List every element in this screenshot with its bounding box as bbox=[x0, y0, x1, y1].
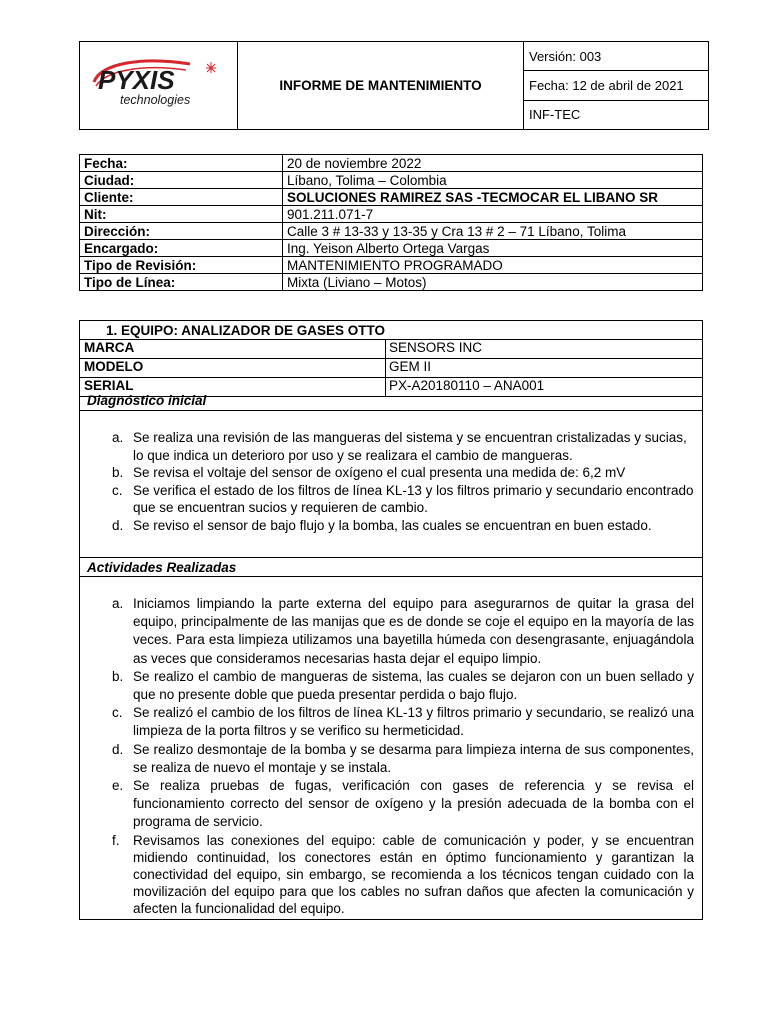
diagnostic-heading: Diagnóstico inicial bbox=[80, 393, 702, 411]
pyxis-logo bbox=[80, 42, 237, 124]
info-value: Calle 3 # 13-33 y 13-35 y Cra 13 # 2 – 71 Líbano, Tolima bbox=[283, 223, 703, 240]
list-item: c. Se verifica el estado de los filtros de línea KL-13 y los filtros primario y secundario encontrado que se encuentran sucios y requieren de cambio. bbox=[112, 482, 694, 516]
info-table bbox=[79, 154, 703, 291]
logo-subtext: technologies bbox=[120, 93, 191, 107]
equipment-title-row bbox=[80, 321, 702, 340]
info-row bbox=[80, 240, 703, 257]
activities-heading: Actividades Realizadas bbox=[80, 557, 702, 577]
document-header bbox=[79, 41, 709, 130]
info-value: Ing. Yeison Alberto Ortega Vargas bbox=[283, 240, 703, 257]
date-cell: Fecha: 12 de abril de 2021 bbox=[524, 71, 709, 100]
info-label: Cliente: bbox=[80, 189, 283, 206]
equipment-row-marca bbox=[80, 340, 702, 359]
list-item: b. Se revisa el voltaje del sensor de oxígeno el cual presenta una medida de: 6,2 mV bbox=[112, 465, 626, 481]
list-item: b. Se realizo el cambio de mangueras de sistema, las cuales se dejaron con un buen sellado y que no presente doble que pueda presentar perdida o bajo flujo. bbox=[112, 668, 694, 703]
logo-cell bbox=[80, 42, 238, 130]
equipment-label: MARCA bbox=[84, 340, 135, 355]
info-row bbox=[80, 206, 703, 223]
info-value: Líbano, Tolima – Colombia bbox=[283, 172, 703, 189]
info-label: Ciudad: bbox=[80, 172, 283, 189]
info-label: Dirección: bbox=[80, 223, 283, 240]
info-label: Nit: bbox=[80, 206, 283, 223]
info-value: MANTENIMIENTO PROGRAMADO bbox=[283, 257, 703, 274]
equipment-value: SENSORS INC bbox=[389, 340, 483, 355]
info-row bbox=[80, 257, 703, 274]
equipment-label: MODELO bbox=[84, 359, 144, 374]
code-cell: INF-TEC bbox=[524, 100, 709, 129]
info-row bbox=[80, 223, 703, 240]
info-value: SOLUCIONES RAMIREZ SAS -TECMOCAR EL LIBANO SR bbox=[283, 189, 703, 206]
version-cell: Versión: 003 bbox=[524, 42, 709, 71]
equipment-label: SERIAL bbox=[84, 378, 134, 393]
spark-icon bbox=[206, 62, 216, 73]
list-item: f. Revisamos las conexiones del equipo: cable de comunicación y poder, y se encuentran midiendo continuidad, los conectores están en óptimo funcionamiento y garantizan la conectividad del equipo, sin embargo, se recomienda a los técnicos tengan cuidado con la movilización del equipo para que los cables no sufran daños que afecten la comunicación y afecten la funcionalidad del equipo. bbox=[112, 832, 694, 916]
equipment-value: PX-A20180110 – ANA001 bbox=[389, 378, 545, 393]
info-value: Mixta (Liviano – Motos) bbox=[283, 274, 703, 291]
info-value: 20 de noviembre 2022 bbox=[283, 155, 703, 172]
info-row bbox=[80, 189, 703, 206]
list-item: d. Se reviso el sensor de bajo flujo y la bomba, las cuales se encuentran en buen estado. bbox=[112, 517, 652, 533]
info-row bbox=[80, 155, 703, 172]
info-label: Tipo de Revisión: bbox=[80, 257, 283, 274]
list-item: a. Se realiza una revisión de las mangueras del sistema y se encuentran cristalizadas y sucias, lo que indica un deterioro por uso y se realizara el cambio de mangueras. bbox=[112, 430, 687, 463]
info-row bbox=[80, 172, 703, 189]
list-item: c. Se realizó el cambio de los filtros de línea KL-13 y filtros primario y secundario, se realizó una limpieza de la porta filtros y se verifico su hermeticidad. bbox=[112, 705, 694, 739]
list-item: e. Se realiza pruebas de fugas, verificación con gases de referencia y se revisa el funcionamiento correcto del sensor de oxígeno y la presión adecuada de la bomba con el programa de servicio. bbox=[112, 778, 694, 830]
equipment-title: 1. EQUIPO: ANALIZADOR DE GASES OTTO bbox=[106, 323, 386, 338]
document-title: INFORME DE MANTENIMIENTO bbox=[238, 42, 524, 130]
info-label: Encargado: bbox=[80, 240, 283, 257]
info-row bbox=[80, 274, 703, 291]
info-label: Tipo de Línea: bbox=[80, 274, 283, 291]
activities-list bbox=[80, 595, 702, 917]
list-item: d. Se realizo desmontaje de la bomba y se desarma para limpieza interna de sus componentes, se realiza de nuevo el montaje y se instala. bbox=[112, 741, 694, 775]
equipment-section bbox=[79, 320, 703, 920]
info-value: 901.211.071-7 bbox=[283, 206, 703, 223]
equipment-row-modelo bbox=[80, 359, 702, 378]
diagnostic-list bbox=[80, 429, 702, 535]
list-item: a. Iniciamos limpiando la parte externa del equipo para asegurarnos de quitar la grasa del equipo, principalmente de las manijas que es de donde se coje el equipo en la mayoría de las veces. Para esta limpieza utilizamos una bayetilla húmeda con desengrasante, enjuagándola as veces que consideramos necesarias hasta dejar el equipo limpio. bbox=[112, 596, 694, 666]
info-label: Fecha: bbox=[80, 155, 283, 172]
logo-text: PYXIS bbox=[98, 65, 175, 95]
equipment-value: GEM II bbox=[389, 359, 432, 374]
